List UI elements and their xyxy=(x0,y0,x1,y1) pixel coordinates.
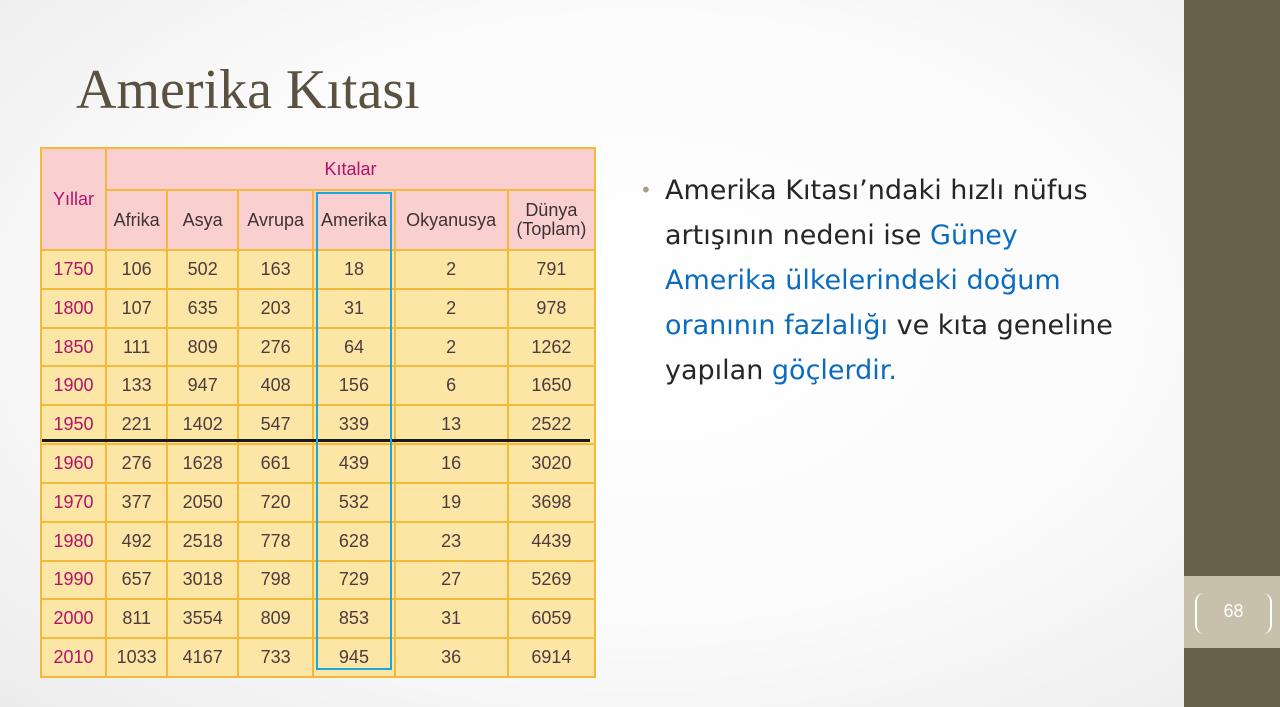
value-cell: 733 xyxy=(238,638,313,677)
value-cell: 853 xyxy=(313,599,394,638)
year-cell: 1800 xyxy=(41,289,106,328)
value-cell: 31 xyxy=(313,289,394,328)
value-cell: 1650 xyxy=(508,366,595,405)
value-cell: 532 xyxy=(313,483,394,522)
year-cell: 1970 xyxy=(41,483,106,522)
bullet-highlight-2: göçlerdir. xyxy=(771,355,897,386)
column-header-dunya: Dünya (Toplam) xyxy=(508,190,595,250)
value-cell: 720 xyxy=(238,483,313,522)
value-cell: 18 xyxy=(313,250,394,289)
year-cell: 2000 xyxy=(41,599,106,638)
value-cell: 798 xyxy=(238,561,313,600)
value-cell: 6059 xyxy=(508,599,595,638)
year-cell: 1950 xyxy=(41,405,106,444)
value-cell: 809 xyxy=(167,328,238,367)
value-cell: 156 xyxy=(313,366,394,405)
value-cell: 492 xyxy=(106,522,167,561)
value-cell: 408 xyxy=(238,366,313,405)
value-cell: 947 xyxy=(167,366,238,405)
value-cell: 3698 xyxy=(508,483,595,522)
value-cell: 3020 xyxy=(508,444,595,483)
value-cell: 276 xyxy=(106,444,167,483)
value-cell: 635 xyxy=(167,289,238,328)
value-cell: 6914 xyxy=(508,638,595,677)
value-cell: 2050 xyxy=(167,483,238,522)
bullet-highlight-1: Güney Amerika ülkelerindeki doğum oranının fazlalığı xyxy=(665,220,1061,341)
value-cell: 1628 xyxy=(167,444,238,483)
value-cell: 2 xyxy=(395,250,508,289)
value-cell: 5269 xyxy=(508,561,595,600)
page-number: 68 xyxy=(1223,601,1244,621)
value-cell: 3018 xyxy=(167,561,238,600)
bullet-text-part-2: ve kıta geneline yapılan xyxy=(665,310,1113,386)
slide-title: Amerika Kıtası xyxy=(76,59,420,121)
value-cell: 203 xyxy=(238,289,313,328)
column-header-okyanusya: Okyanusya xyxy=(395,190,508,250)
value-cell: 106 xyxy=(106,250,167,289)
value-cell: 36 xyxy=(395,638,508,677)
value-cell: 1262 xyxy=(508,328,595,367)
value-cell: 163 xyxy=(238,250,313,289)
value-cell: 661 xyxy=(238,444,313,483)
value-cell: 339 xyxy=(313,405,394,444)
continents-group-header: Kıtalar xyxy=(106,148,595,190)
value-cell: 4167 xyxy=(167,638,238,677)
value-cell: 377 xyxy=(106,483,167,522)
year-cell: 1850 xyxy=(41,328,106,367)
bullet-text xyxy=(665,168,1115,393)
year-column-header: Yıllar xyxy=(41,148,106,250)
year-cell: 1990 xyxy=(41,561,106,600)
value-cell: 729 xyxy=(313,561,394,600)
value-cell: 439 xyxy=(313,444,394,483)
value-cell: 811 xyxy=(106,599,167,638)
value-cell: 27 xyxy=(395,561,508,600)
value-cell: 657 xyxy=(106,561,167,600)
value-cell: 133 xyxy=(106,366,167,405)
year-cell: 2010 xyxy=(41,638,106,677)
year-cell: 1900 xyxy=(41,366,106,405)
value-cell: 791 xyxy=(508,250,595,289)
value-cell: 2522 xyxy=(508,405,595,444)
value-cell: 276 xyxy=(238,328,313,367)
value-cell: 1402 xyxy=(167,405,238,444)
value-cell: 111 xyxy=(106,328,167,367)
value-cell: 778 xyxy=(238,522,313,561)
value-cell: 107 xyxy=(106,289,167,328)
column-header-avrupa: Avrupa xyxy=(238,190,313,250)
value-cell: 6 xyxy=(395,366,508,405)
value-cell: 221 xyxy=(106,405,167,444)
value-cell: 2518 xyxy=(167,522,238,561)
column-header-asya: Asya xyxy=(167,190,238,250)
bullet-icon: • xyxy=(640,178,652,202)
value-cell: 502 xyxy=(167,250,238,289)
value-cell: 809 xyxy=(238,599,313,638)
amerika-column-highlight xyxy=(316,192,392,670)
value-cell: 628 xyxy=(313,522,394,561)
value-cell: 3554 xyxy=(167,599,238,638)
column-header-afrika: Afrika xyxy=(106,190,167,250)
value-cell: 13 xyxy=(395,405,508,444)
bullet-text-part-1: Amerika Kıtası’ndaki hızlı nüfus artışının nedeni ise xyxy=(665,175,1088,251)
column-header-amerika: Amerika xyxy=(313,190,394,250)
value-cell: 64 xyxy=(313,328,394,367)
value-cell: 2 xyxy=(395,328,508,367)
value-cell: 547 xyxy=(238,405,313,444)
value-cell: 978 xyxy=(508,289,595,328)
year-cell: 1980 xyxy=(41,522,106,561)
value-cell: 23 xyxy=(395,522,508,561)
value-cell: 31 xyxy=(395,599,508,638)
value-cell: 16 xyxy=(395,444,508,483)
value-cell: 2 xyxy=(395,289,508,328)
value-cell: 1033 xyxy=(106,638,167,677)
year-cell: 1750 xyxy=(41,250,106,289)
value-cell: 4439 xyxy=(508,522,595,561)
value-cell: 19 xyxy=(395,483,508,522)
year-cell: 1960 xyxy=(41,444,106,483)
value-cell: 945 xyxy=(313,638,394,677)
